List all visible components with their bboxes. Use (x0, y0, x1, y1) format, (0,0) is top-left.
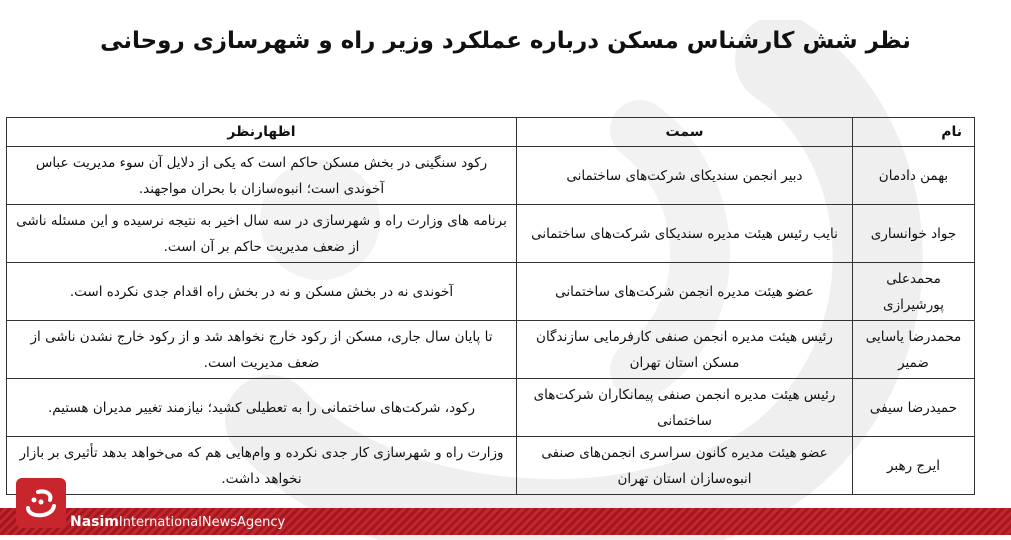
page-title: نظر شش کارشناس مسکن درباره عملکرد وزیر راه و شهرسازی روحانی (100, 28, 911, 54)
cell-opinion: رکود سنگینی در بخش مسکن حاکم است که یکی از دلایل آن سوء مدیریت عباس آخوندی است؛ انبوه‌سازان با بحران مواجهند. (7, 147, 517, 205)
cell-opinion: تا پایان سال جاری، مسکن از رکود خارج نخواهد شد و از رکود خارج نشدن ناشی از ضعف مدیریت است. (7, 321, 517, 379)
cell-position: عضو هیئت مدیره انجمن شرکت‌های ساختمانی (517, 263, 853, 321)
brand-wordmark (70, 514, 285, 530)
table-row (7, 263, 975, 321)
table-row (7, 321, 975, 379)
table-header-row (7, 118, 975, 147)
header-position: سمت (517, 118, 853, 147)
header-name: نام (853, 118, 975, 147)
cell-position: رئیس هیئت مدیره انجمن صنفی کارفرمایی سازندگان مسکن استان تهران (517, 321, 853, 379)
cell-name: حمیدرضا سیفی (853, 379, 975, 437)
cell-name: محمدعلی پورشیرازی (853, 263, 975, 321)
brand-bold: Nasim (70, 514, 119, 530)
nasim-logo-icon (16, 478, 66, 528)
cell-name: ایرج رهبر (853, 437, 975, 495)
header-opinion: اظهارنظر (7, 118, 517, 147)
cell-opinion: برنامه های وزارت راه و شهرسازی در سه سال اخیر به نتیجه نرسیده و این مسئله ناشی از ضعف مدیریت حاکم بر آن است. (7, 205, 517, 263)
cell-name: جواد خوانساری (853, 205, 975, 263)
cell-name: بهمن دادمان (853, 147, 975, 205)
table-row (7, 205, 975, 263)
table-row (7, 379, 975, 437)
table-row (7, 147, 975, 205)
cell-position: رئیس هیئت مدیره انجمن صنفی پیمانکاران شرکت‌های ساختمانی (517, 379, 853, 437)
table-row (7, 437, 975, 495)
cell-opinion: آخوندی نه در بخش مسکن و نه در بخش راه اقدام جدی نکرده است. (7, 263, 517, 321)
cell-opinion: وزارت راه و شهرسازی کار جدی نکرده و وام‌هایی هم که می‌خواهد بدهد تأثیری بر بازار نخواهد داشت. (7, 437, 517, 495)
experts-table (6, 117, 975, 495)
cell-name: محمدرضا یاسایی ضمیر (853, 321, 975, 379)
cell-position: دبیر انجمن سندیکای شرکت‌های ساختمانی (517, 147, 853, 205)
cell-opinion: رکود، شرکت‌های ساختمانی را به تعطیلی کشید؛ نیازمند تغییر مدیران هستیم. (7, 379, 517, 437)
cell-position: نایب رئیس هیئت مدیره سندیکای شرکت‌های ساختمانی (517, 205, 853, 263)
brand-rest: InternationalNewsAgency (118, 515, 286, 530)
cell-position: عضو هیئت مدیره کانون سراسری انجمن‌های صنفی انبوه‌سازان استان تهران (517, 437, 853, 495)
